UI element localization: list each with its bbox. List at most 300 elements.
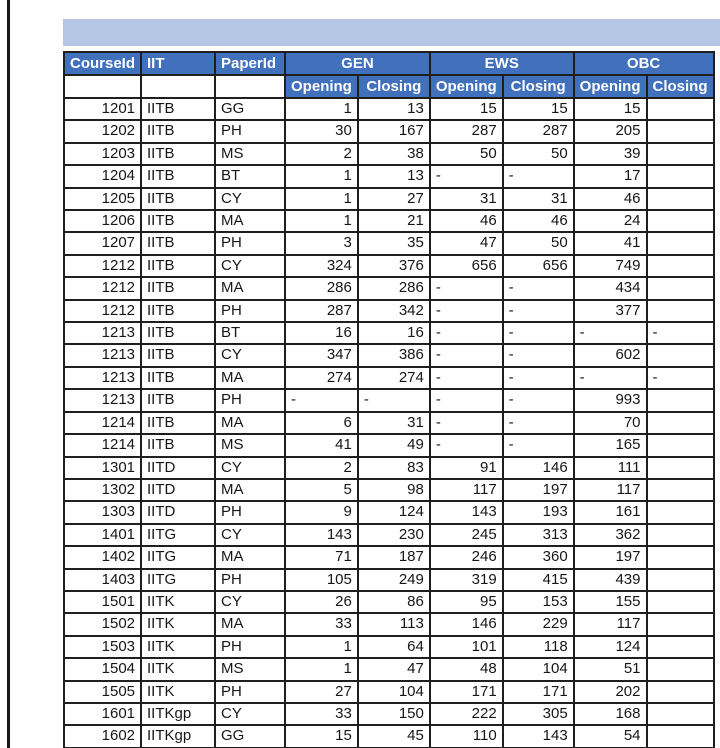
cell-gen-closing[interactable]: 45 bbox=[358, 725, 430, 747]
cell-gen-opening[interactable]: 26 bbox=[285, 591, 358, 613]
cell-obc-closing[interactable] bbox=[647, 725, 714, 747]
cell-obc-opening[interactable]: 155 bbox=[574, 591, 647, 613]
subheader-obc-opening[interactable]: Opening bbox=[574, 75, 647, 98]
cell-obc-closing[interactable] bbox=[647, 344, 714, 366]
cell-course-id[interactable]: 1202 bbox=[64, 120, 141, 142]
cell-course-id[interactable]: 1206 bbox=[64, 210, 141, 232]
cell-gen-opening[interactable]: 105 bbox=[285, 569, 358, 591]
cell-obc-closing[interactable] bbox=[647, 591, 714, 613]
cell-course-id[interactable]: 1212 bbox=[64, 300, 141, 322]
cell-gen-opening[interactable]: 1 bbox=[285, 636, 358, 658]
cell-ews-closing[interactable]: - bbox=[503, 434, 574, 456]
cell-ews-opening[interactable]: 48 bbox=[430, 658, 503, 680]
cell-paper-id[interactable]: MA bbox=[215, 367, 285, 389]
cell-course-id[interactable]: 1502 bbox=[64, 613, 141, 635]
cell-paper-id[interactable]: PH bbox=[215, 300, 285, 322]
cell-gen-closing[interactable]: 249 bbox=[358, 569, 430, 591]
cell-gen-opening[interactable]: 5 bbox=[285, 479, 358, 501]
cell-obc-opening[interactable]: 749 bbox=[574, 255, 647, 277]
table-row bbox=[64, 344, 714, 366]
cell-ews-opening[interactable]: 91 bbox=[430, 457, 503, 479]
cell-ews-closing[interactable]: 656 bbox=[503, 255, 574, 277]
cell-iit[interactable]: IITD bbox=[141, 479, 215, 501]
cell-gen-closing[interactable]: 150 bbox=[358, 703, 430, 725]
subheader-gen-closing[interactable]: Closing bbox=[358, 75, 430, 98]
cell-obc-closing[interactable] bbox=[647, 546, 714, 568]
cell-course-id[interactable]: 1213 bbox=[64, 322, 141, 344]
cell-ews-closing[interactable]: - bbox=[503, 367, 574, 389]
cell-obc-opening[interactable]: 41 bbox=[574, 232, 647, 254]
cell-iit[interactable]: IITB bbox=[141, 389, 215, 411]
cell-obc-closing[interactable] bbox=[647, 613, 714, 635]
cell-ews-opening[interactable]: 31 bbox=[430, 188, 503, 210]
cell-ews-closing[interactable]: 415 bbox=[503, 569, 574, 591]
cell-paper-id[interactable]: GG bbox=[215, 98, 285, 120]
cell-obc-closing[interactable] bbox=[647, 524, 714, 546]
cell-gen-closing[interactable]: 342 bbox=[358, 300, 430, 322]
cell-obc-opening[interactable]: 117 bbox=[574, 613, 647, 635]
cell-gen-opening[interactable]: 143 bbox=[285, 524, 358, 546]
cell-paper-id[interactable]: PH bbox=[215, 636, 285, 658]
cell-obc-closing[interactable] bbox=[647, 255, 714, 277]
cell-iit[interactable]: IITB bbox=[141, 277, 215, 299]
cell-paper-id[interactable]: MA bbox=[215, 412, 285, 434]
cell-obc-closing[interactable] bbox=[647, 636, 714, 658]
cell-gen-closing[interactable]: 31 bbox=[358, 412, 430, 434]
cell-ews-opening[interactable]: 245 bbox=[430, 524, 503, 546]
blank-header-cell[interactable] bbox=[141, 75, 215, 98]
cell-iit[interactable]: IITK bbox=[141, 636, 215, 658]
cell-obc-opening[interactable]: 197 bbox=[574, 546, 647, 568]
cell-gen-closing[interactable]: 21 bbox=[358, 210, 430, 232]
cell-ews-opening[interactable]: - bbox=[430, 165, 503, 187]
cell-gen-opening[interactable]: 30 bbox=[285, 120, 358, 142]
cell-ews-closing[interactable]: 15 bbox=[503, 98, 574, 120]
cell-gen-closing[interactable]: 230 bbox=[358, 524, 430, 546]
cell-course-id[interactable]: 1503 bbox=[64, 636, 141, 658]
cell-ews-closing[interactable]: 50 bbox=[503, 143, 574, 165]
table-row bbox=[64, 613, 714, 635]
cell-course-id[interactable]: 1303 bbox=[64, 501, 141, 523]
cell-obc-opening[interactable]: 161 bbox=[574, 501, 647, 523]
cell-gen-closing[interactable]: 13 bbox=[358, 98, 430, 120]
cell-ews-opening[interactable]: 47 bbox=[430, 232, 503, 254]
subheader-ews-opening[interactable]: Opening bbox=[430, 75, 503, 98]
cell-ews-opening[interactable]: - bbox=[430, 434, 503, 456]
cell-paper-id[interactable]: MA bbox=[215, 277, 285, 299]
cell-ews-opening[interactable]: - bbox=[430, 412, 503, 434]
cell-gen-opening[interactable]: 324 bbox=[285, 255, 358, 277]
cell-ews-opening[interactable]: - bbox=[430, 389, 503, 411]
cell-ews-closing[interactable]: 193 bbox=[503, 501, 574, 523]
cell-course-id[interactable]: 1601 bbox=[64, 703, 141, 725]
cell-iit[interactable]: IITK bbox=[141, 591, 215, 613]
cell-gen-closing[interactable]: 376 bbox=[358, 255, 430, 277]
table-row bbox=[64, 636, 714, 658]
page-left-border bbox=[7, 0, 10, 748]
rank-table bbox=[63, 51, 715, 748]
cell-paper-id[interactable]: MS bbox=[215, 434, 285, 456]
cell-ews-closing[interactable]: - bbox=[503, 300, 574, 322]
cell-course-id[interactable]: 1201 bbox=[64, 98, 141, 120]
cell-ews-opening[interactable]: 246 bbox=[430, 546, 503, 568]
cell-obc-opening[interactable]: 17 bbox=[574, 165, 647, 187]
table-row bbox=[64, 322, 714, 344]
cell-course-id[interactable]: 1213 bbox=[64, 389, 141, 411]
cell-gen-closing[interactable]: 167 bbox=[358, 120, 430, 142]
cell-obc-opening[interactable]: 39 bbox=[574, 143, 647, 165]
cell-obc-opening[interactable]: 51 bbox=[574, 658, 647, 680]
cell-paper-id[interactable]: MA bbox=[215, 479, 285, 501]
cell-gen-closing[interactable]: 386 bbox=[358, 344, 430, 366]
cell-ews-closing[interactable]: - bbox=[503, 344, 574, 366]
cell-gen-closing[interactable]: 86 bbox=[358, 591, 430, 613]
cell-paper-id[interactable]: MA bbox=[215, 210, 285, 232]
cell-ews-opening[interactable]: 146 bbox=[430, 613, 503, 635]
cell-gen-opening[interactable]: 9 bbox=[285, 501, 358, 523]
cell-obc-opening[interactable]: 377 bbox=[574, 300, 647, 322]
cell-ews-opening[interactable]: 117 bbox=[430, 479, 503, 501]
cell-course-id[interactable]: 1213 bbox=[64, 344, 141, 366]
cell-obc-opening[interactable]: 46 bbox=[574, 188, 647, 210]
cell-gen-closing[interactable]: 83 bbox=[358, 457, 430, 479]
cell-ews-opening[interactable]: 101 bbox=[430, 636, 503, 658]
cell-course-id[interactable]: 1504 bbox=[64, 658, 141, 680]
cell-iit[interactable]: IITB bbox=[141, 367, 215, 389]
table-row bbox=[64, 658, 714, 680]
cell-gen-closing[interactable]: 27 bbox=[358, 188, 430, 210]
cell-gen-opening[interactable]: 2 bbox=[285, 143, 358, 165]
cell-obc-closing[interactable] bbox=[647, 681, 714, 703]
subheader-gen-opening[interactable]: Opening bbox=[285, 75, 358, 98]
cell-obc-closing[interactable] bbox=[647, 412, 714, 434]
cell-iit[interactable]: IITD bbox=[141, 501, 215, 523]
col-header-paperid[interactable]: PaperId bbox=[215, 52, 285, 75]
cell-obc-closing[interactable] bbox=[647, 569, 714, 591]
cell-obc-opening[interactable]: 362 bbox=[574, 524, 647, 546]
cell-ews-opening[interactable]: - bbox=[430, 322, 503, 344]
cell-gen-closing[interactable]: 47 bbox=[358, 658, 430, 680]
cell-iit[interactable]: IITB bbox=[141, 255, 215, 277]
cell-obc-opening[interactable]: 24 bbox=[574, 210, 647, 232]
cell-gen-closing[interactable]: 113 bbox=[358, 613, 430, 635]
cell-obc-opening[interactable]: 205 bbox=[574, 120, 647, 142]
table-row bbox=[64, 681, 714, 703]
cell-gen-opening[interactable]: 347 bbox=[285, 344, 358, 366]
cell-paper-id[interactable]: CY bbox=[215, 457, 285, 479]
cell-paper-id[interactable]: PH bbox=[215, 389, 285, 411]
cell-paper-id[interactable]: MS bbox=[215, 143, 285, 165]
cell-obc-closing[interactable] bbox=[647, 434, 714, 456]
cell-obc-opening[interactable]: 165 bbox=[574, 434, 647, 456]
table-row bbox=[64, 434, 714, 456]
cell-ews-opening[interactable]: - bbox=[430, 277, 503, 299]
cell-iit[interactable]: IITB bbox=[141, 120, 215, 142]
cell-gen-closing[interactable]: 187 bbox=[358, 546, 430, 568]
cell-paper-id[interactable]: MA bbox=[215, 546, 285, 568]
cell-paper-id[interactable]: CY bbox=[215, 255, 285, 277]
cell-gen-opening[interactable]: 71 bbox=[285, 546, 358, 568]
cell-paper-id[interactable]: PH bbox=[215, 501, 285, 523]
col-header-courseid[interactable]: CourseId bbox=[64, 52, 141, 75]
cell-ews-closing[interactable]: 143 bbox=[503, 725, 574, 747]
cell-ews-closing[interactable]: 313 bbox=[503, 524, 574, 546]
table-row bbox=[64, 703, 714, 725]
cell-gen-opening[interactable]: 41 bbox=[285, 434, 358, 456]
cell-gen-opening[interactable]: 1 bbox=[285, 658, 358, 680]
cell-iit[interactable]: IITD bbox=[141, 457, 215, 479]
cell-obc-closing[interactable] bbox=[647, 389, 714, 411]
cell-ews-closing[interactable]: 287 bbox=[503, 120, 574, 142]
cell-paper-id[interactable]: CY bbox=[215, 344, 285, 366]
table-row bbox=[64, 479, 714, 501]
cell-course-id[interactable]: 1302 bbox=[64, 479, 141, 501]
cell-ews-closing[interactable]: - bbox=[503, 412, 574, 434]
cell-ews-opening[interactable]: - bbox=[430, 300, 503, 322]
cell-iit[interactable]: IITKgp bbox=[141, 725, 215, 747]
cell-paper-id[interactable]: CY bbox=[215, 703, 285, 725]
cell-paper-id[interactable]: PH bbox=[215, 232, 285, 254]
cell-gen-opening[interactable]: 16 bbox=[285, 322, 358, 344]
cell-gen-closing[interactable]: 38 bbox=[358, 143, 430, 165]
cell-ews-opening[interactable]: - bbox=[430, 367, 503, 389]
cell-gen-opening[interactable]: 15 bbox=[285, 725, 358, 747]
cell-ews-opening[interactable]: 656 bbox=[430, 255, 503, 277]
cell-course-id[interactable]: 1214 bbox=[64, 434, 141, 456]
cell-ews-closing[interactable]: 104 bbox=[503, 658, 574, 680]
table-row bbox=[64, 255, 714, 277]
subheader-obc-closing[interactable]: Closing bbox=[647, 75, 714, 98]
sub-header-row bbox=[64, 75, 714, 98]
cell-paper-id[interactable]: MA bbox=[215, 613, 285, 635]
cell-gen-opening[interactable]: 274 bbox=[285, 367, 358, 389]
cell-gen-closing[interactable]: 49 bbox=[358, 434, 430, 456]
cell-course-id[interactable]: 1204 bbox=[64, 165, 141, 187]
cell-ews-closing[interactable]: 118 bbox=[503, 636, 574, 658]
cell-obc-closing[interactable] bbox=[647, 98, 714, 120]
cell-iit[interactable]: IITG bbox=[141, 524, 215, 546]
cell-gen-opening[interactable]: 33 bbox=[285, 613, 358, 635]
cell-course-id[interactable]: 1505 bbox=[64, 681, 141, 703]
cell-course-id[interactable]: 1212 bbox=[64, 277, 141, 299]
cell-gen-opening[interactable]: - bbox=[285, 389, 358, 411]
cell-obc-opening[interactable]: 15 bbox=[574, 98, 647, 120]
table-row bbox=[64, 591, 714, 613]
cell-gen-closing[interactable]: - bbox=[358, 389, 430, 411]
cell-iit[interactable]: IITB bbox=[141, 143, 215, 165]
cell-ews-closing[interactable]: - bbox=[503, 389, 574, 411]
cell-obc-closing[interactable] bbox=[647, 658, 714, 680]
cell-gen-opening[interactable]: 1 bbox=[285, 98, 358, 120]
cell-gen-opening[interactable]: 33 bbox=[285, 703, 358, 725]
cell-gen-closing[interactable]: 274 bbox=[358, 367, 430, 389]
cell-course-id[interactable]: 1301 bbox=[64, 457, 141, 479]
cell-obc-closing[interactable] bbox=[647, 277, 714, 299]
group-header-gen[interactable]: GEN bbox=[285, 52, 430, 75]
cell-ews-opening[interactable]: - bbox=[430, 344, 503, 366]
cell-obc-opening[interactable]: 202 bbox=[574, 681, 647, 703]
cell-gen-closing[interactable]: 124 bbox=[358, 501, 430, 523]
cell-obc-closing[interactable] bbox=[647, 143, 714, 165]
cell-course-id[interactable]: 1205 bbox=[64, 188, 141, 210]
group-header-ews[interactable]: EWS bbox=[430, 52, 574, 75]
table-row bbox=[64, 143, 714, 165]
cell-iit[interactable]: IITB bbox=[141, 165, 215, 187]
table-row bbox=[64, 188, 714, 210]
cell-gen-closing[interactable]: 98 bbox=[358, 479, 430, 501]
cell-ews-opening[interactable]: 110 bbox=[430, 725, 503, 747]
blank-header-cell[interactable] bbox=[64, 75, 141, 98]
cell-iit[interactable]: IITB bbox=[141, 210, 215, 232]
cell-gen-closing[interactable]: 286 bbox=[358, 277, 430, 299]
cell-ews-opening[interactable]: 222 bbox=[430, 703, 503, 725]
group-header-obc[interactable]: OBC bbox=[574, 52, 714, 75]
cell-iit[interactable]: IITB bbox=[141, 434, 215, 456]
cell-obc-opening[interactable]: 111 bbox=[574, 457, 647, 479]
cell-ews-closing[interactable]: 197 bbox=[503, 479, 574, 501]
cell-ews-closing[interactable]: 153 bbox=[503, 591, 574, 613]
blank-header-cell[interactable] bbox=[215, 75, 285, 98]
cell-ews-opening[interactable]: 15 bbox=[430, 98, 503, 120]
cell-obc-closing[interactable] bbox=[647, 501, 714, 523]
cell-ews-opening[interactable]: 319 bbox=[430, 569, 503, 591]
cell-gen-opening[interactable]: 287 bbox=[285, 300, 358, 322]
cell-course-id[interactable]: 1402 bbox=[64, 546, 141, 568]
cell-ews-closing[interactable]: 305 bbox=[503, 703, 574, 725]
cell-gen-closing[interactable]: 104 bbox=[358, 681, 430, 703]
cell-ews-closing[interactable]: 46 bbox=[503, 210, 574, 232]
cell-ews-opening[interactable]: 46 bbox=[430, 210, 503, 232]
cell-gen-opening[interactable]: 2 bbox=[285, 457, 358, 479]
cell-gen-opening[interactable]: 1 bbox=[285, 188, 358, 210]
cell-obc-opening[interactable]: 54 bbox=[574, 725, 647, 747]
table-row bbox=[64, 457, 714, 479]
cell-obc-closing[interactable] bbox=[647, 120, 714, 142]
cell-ews-closing[interactable]: 360 bbox=[503, 546, 574, 568]
cell-ews-opening[interactable]: 143 bbox=[430, 501, 503, 523]
cell-paper-id[interactable]: CY bbox=[215, 188, 285, 210]
cell-iit[interactable]: IITK bbox=[141, 681, 215, 703]
cell-obc-opening[interactable]: 70 bbox=[574, 412, 647, 434]
cell-gen-closing[interactable]: 35 bbox=[358, 232, 430, 254]
cell-paper-id[interactable]: PH bbox=[215, 120, 285, 142]
cell-course-id[interactable]: 1403 bbox=[64, 569, 141, 591]
cell-ews-opening[interactable]: 171 bbox=[430, 681, 503, 703]
cell-iit[interactable]: IITG bbox=[141, 569, 215, 591]
cell-iit[interactable]: IITB bbox=[141, 412, 215, 434]
cell-course-id[interactable]: 1401 bbox=[64, 524, 141, 546]
cell-paper-id[interactable]: CY bbox=[215, 591, 285, 613]
cell-paper-id[interactable]: MS bbox=[215, 658, 285, 680]
cell-gen-closing[interactable]: 13 bbox=[358, 165, 430, 187]
cell-ews-opening[interactable]: 95 bbox=[430, 591, 503, 613]
cell-paper-id[interactable]: PH bbox=[215, 569, 285, 591]
cell-gen-opening[interactable]: 1 bbox=[285, 210, 358, 232]
cell-ews-opening[interactable]: 50 bbox=[430, 143, 503, 165]
cell-obc-opening[interactable]: 602 bbox=[574, 344, 647, 366]
cell-obc-opening[interactable]: - bbox=[574, 367, 647, 389]
table-row bbox=[64, 300, 714, 322]
cell-iit[interactable]: IITB bbox=[141, 188, 215, 210]
cell-gen-closing[interactable]: 16 bbox=[358, 322, 430, 344]
cell-iit[interactable]: IITB bbox=[141, 300, 215, 322]
col-header-iit[interactable]: IIT bbox=[141, 52, 215, 75]
cell-obc-closing[interactable] bbox=[647, 188, 714, 210]
cell-ews-closing[interactable]: 146 bbox=[503, 457, 574, 479]
cell-iit[interactable]: IITB bbox=[141, 232, 215, 254]
cell-gen-opening[interactable]: 286 bbox=[285, 277, 358, 299]
cell-obc-opening[interactable]: - bbox=[574, 322, 647, 344]
subheader-ews-closing[interactable]: Closing bbox=[503, 75, 574, 98]
cell-course-id[interactable]: 1207 bbox=[64, 232, 141, 254]
cell-obc-opening[interactable]: 993 bbox=[574, 389, 647, 411]
cell-paper-id[interactable]: CY bbox=[215, 524, 285, 546]
table-row bbox=[64, 725, 714, 747]
table-row bbox=[64, 501, 714, 523]
cell-obc-closing[interactable]: - bbox=[647, 322, 714, 344]
cell-obc-closing[interactable] bbox=[647, 210, 714, 232]
cell-obc-opening[interactable]: 168 bbox=[574, 703, 647, 725]
cell-paper-id[interactable]: GG bbox=[215, 725, 285, 747]
cell-paper-id[interactable]: BT bbox=[215, 322, 285, 344]
cell-iit[interactable]: IITG bbox=[141, 546, 215, 568]
cell-iit[interactable]: IITK bbox=[141, 658, 215, 680]
cell-obc-opening[interactable]: 434 bbox=[574, 277, 647, 299]
cell-paper-id[interactable]: PH bbox=[215, 681, 285, 703]
cell-course-id[interactable]: 1214 bbox=[64, 412, 141, 434]
cell-obc-closing[interactable] bbox=[647, 479, 714, 501]
cell-course-id[interactable]: 1602 bbox=[64, 725, 141, 747]
cell-iit[interactable]: IITK bbox=[141, 613, 215, 635]
cell-obc-opening[interactable]: 439 bbox=[574, 569, 647, 591]
cell-gen-opening[interactable]: 27 bbox=[285, 681, 358, 703]
cell-ews-closing[interactable]: - bbox=[503, 322, 574, 344]
cell-obc-closing[interactable]: - bbox=[647, 367, 714, 389]
cell-gen-opening[interactable]: 3 bbox=[285, 232, 358, 254]
cell-gen-opening[interactable]: 1 bbox=[285, 165, 358, 187]
cell-obc-closing[interactable] bbox=[647, 300, 714, 322]
cell-course-id[interactable]: 1501 bbox=[64, 591, 141, 613]
cell-course-id[interactable]: 1203 bbox=[64, 143, 141, 165]
cell-obc-closing[interactable] bbox=[647, 703, 714, 725]
cell-iit[interactable]: IITKgp bbox=[141, 703, 215, 725]
cell-iit[interactable]: IITB bbox=[141, 98, 215, 120]
cell-ews-opening[interactable]: 287 bbox=[430, 120, 503, 142]
cell-course-id[interactable]: 1212 bbox=[64, 255, 141, 277]
cell-obc-opening[interactable]: 124 bbox=[574, 636, 647, 658]
cell-paper-id[interactable]: BT bbox=[215, 165, 285, 187]
cell-ews-closing[interactable]: 229 bbox=[503, 613, 574, 635]
cell-iit[interactable]: IITB bbox=[141, 344, 215, 366]
cell-obc-closing[interactable] bbox=[647, 457, 714, 479]
table-row bbox=[64, 120, 714, 142]
cell-obc-opening[interactable]: 117 bbox=[574, 479, 647, 501]
cell-ews-closing[interactable]: - bbox=[503, 277, 574, 299]
group-header-row bbox=[64, 52, 714, 75]
cell-gen-opening[interactable]: 6 bbox=[285, 412, 358, 434]
table-row bbox=[64, 569, 714, 591]
cell-obc-closing[interactable] bbox=[647, 165, 714, 187]
cell-ews-closing[interactable]: 31 bbox=[503, 188, 574, 210]
table-row bbox=[64, 389, 714, 411]
cell-ews-closing[interactable]: - bbox=[503, 165, 574, 187]
cell-ews-closing[interactable]: 171 bbox=[503, 681, 574, 703]
cell-obc-closing[interactable] bbox=[647, 232, 714, 254]
cell-gen-closing[interactable]: 64 bbox=[358, 636, 430, 658]
cell-ews-closing[interactable]: 50 bbox=[503, 232, 574, 254]
cell-iit[interactable]: IITB bbox=[141, 322, 215, 344]
cell-course-id[interactable]: 1213 bbox=[64, 367, 141, 389]
